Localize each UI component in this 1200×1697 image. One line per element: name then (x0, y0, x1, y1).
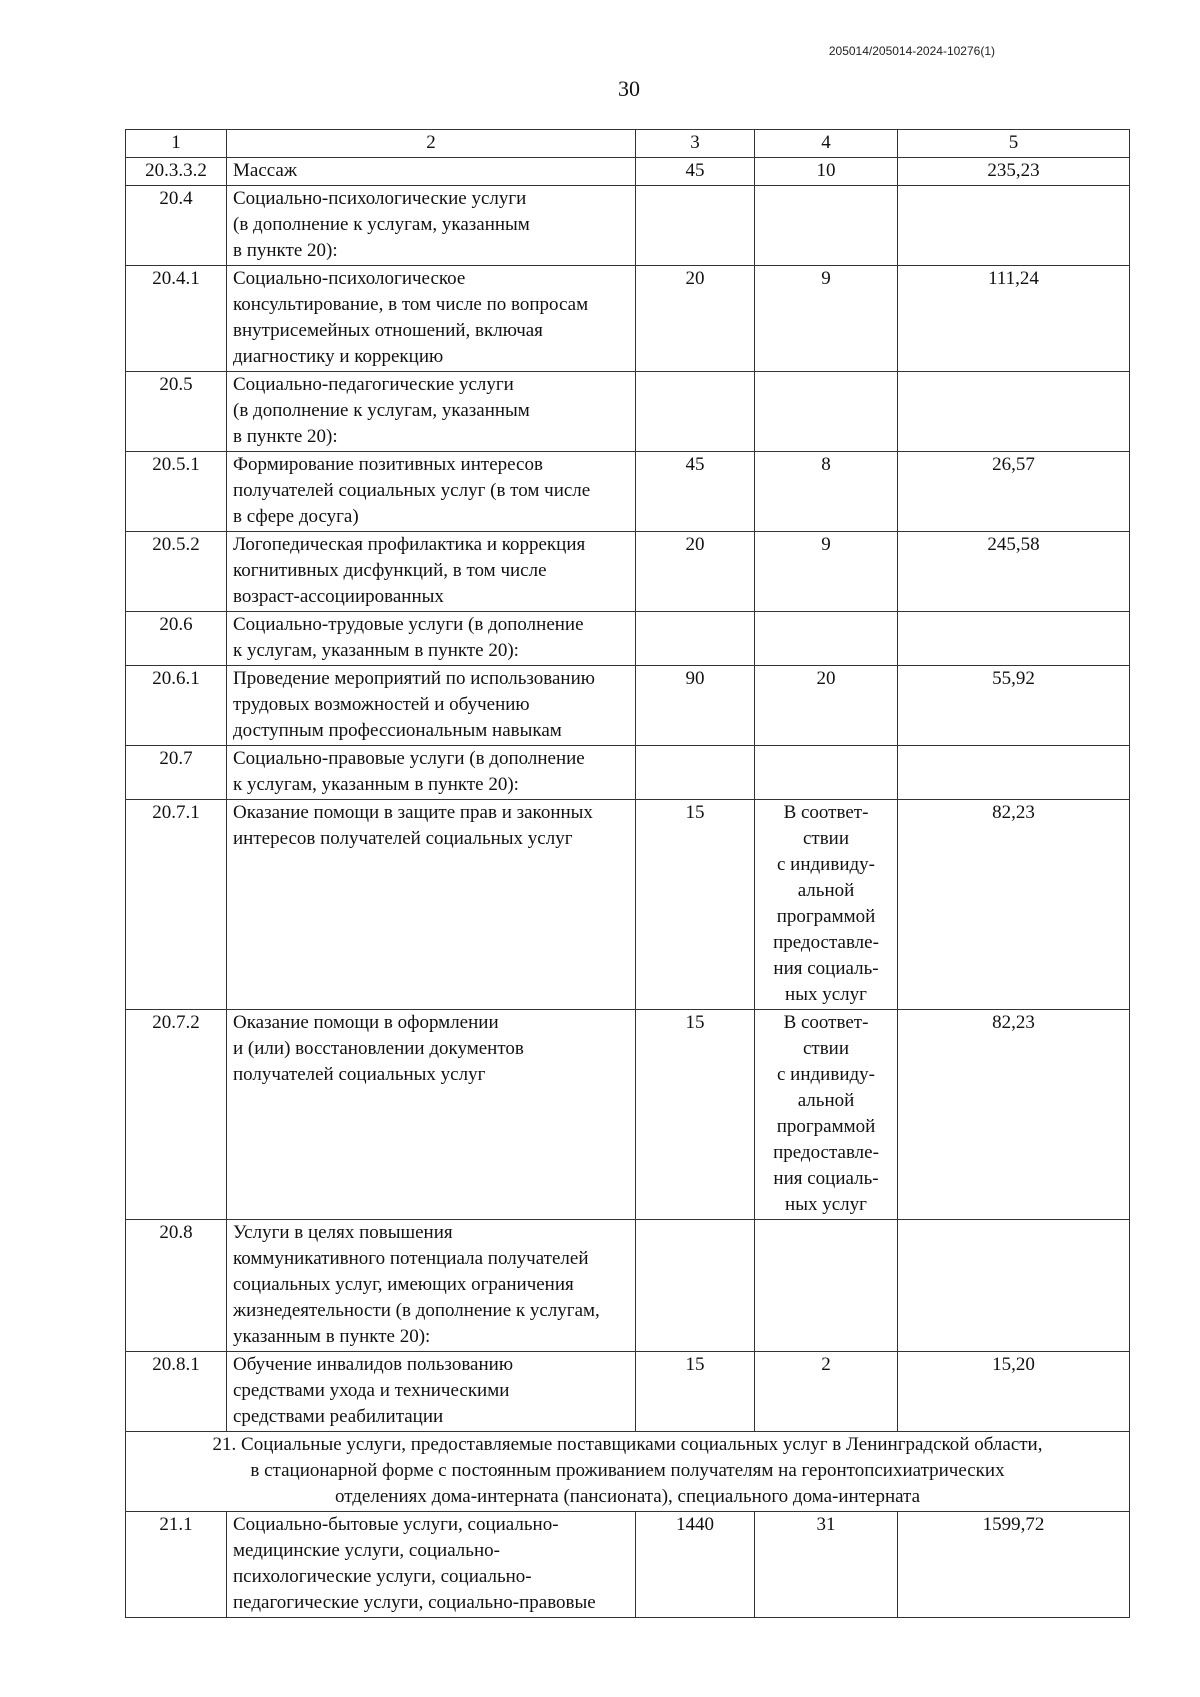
row-number: 20.8 (126, 1220, 227, 1352)
service-frequency: 10 (755, 158, 898, 186)
service-name: Оказание помощи в защите прав и законных интересов получателей социальных услуг (227, 800, 636, 1010)
service-name: Массаж (227, 158, 636, 186)
service-name: Социально-трудовые услуги (в дополнение к услугам, указанным в пункте 20): (227, 612, 636, 666)
table-row (126, 532, 1130, 612)
service-name: Логопедическая профилактика и коррекция когнитивных дисфункций, в том числе возраст-ассоциированных (227, 532, 636, 612)
services-table (125, 129, 1130, 1618)
row-number: 20.8.1 (126, 1352, 227, 1432)
service-name: Социально-правовые услуги (в дополнение к услугам, указанным в пункте 20): (227, 746, 636, 800)
service-volume: 1440 (636, 1512, 755, 1618)
service-volume: 90 (636, 666, 755, 746)
service-name: Обучение инвалидов пользованию средствами ухода и техническими средствами реабилитации (227, 1352, 636, 1432)
row-number: 20.5.1 (126, 452, 227, 532)
row-number: 20.4.1 (126, 266, 227, 372)
service-volume: 45 (636, 158, 755, 186)
row-number: 20.6 (126, 612, 227, 666)
service-name: Социально-педагогические услуги (в дополнение к услугам, указанным в пункте 20): (227, 372, 636, 452)
service-tariff: 15,20 (898, 1352, 1130, 1432)
service-frequency: В соответ- ствии с индивиду- альной программой предоставле- ния социаль- ных услуг (755, 800, 898, 1010)
section-row (126, 1432, 1130, 1512)
row-number: 20.6.1 (126, 666, 227, 746)
service-tariff: 55,92 (898, 666, 1130, 746)
column-header: 2 (227, 130, 636, 158)
service-frequency (755, 186, 898, 266)
service-frequency: 31 (755, 1512, 898, 1618)
service-frequency: 8 (755, 452, 898, 532)
service-frequency: 9 (755, 266, 898, 372)
column-header: 3 (636, 130, 755, 158)
table-row (126, 452, 1130, 532)
column-header: 4 (755, 130, 898, 158)
service-frequency: В соответ- ствии с индивиду- альной программой предоставле- ния социаль- ных услуг (755, 1010, 898, 1220)
service-volume (636, 1220, 755, 1352)
table-row (126, 1010, 1130, 1220)
service-frequency (755, 1220, 898, 1352)
page-number: 30 (618, 76, 640, 101)
section-title: 21. Социальные услуги, предоставляемые поставщиками социальных услуг в Ленинградской области, в стационарной форме с постоянным проживанием получателям на геронтопсихиатрических отделениях дома-интерната (пансионата), специального дома-интерната (126, 1432, 1130, 1512)
table-row (126, 372, 1130, 452)
table-row (126, 612, 1130, 666)
row-number: 20.7.1 (126, 800, 227, 1010)
service-name: Проведение мероприятий по использованию трудовых возможностей и обучению доступным профессиональным навыкам (227, 666, 636, 746)
service-tariff (898, 612, 1130, 666)
service-volume: 15 (636, 1010, 755, 1220)
row-number: 21.1 (126, 1512, 227, 1618)
service-tariff (898, 1220, 1130, 1352)
table-row (126, 1352, 1130, 1432)
table-row (126, 666, 1130, 746)
service-tariff (898, 186, 1130, 266)
service-frequency (755, 612, 898, 666)
service-tariff: 1599,72 (898, 1512, 1130, 1618)
column-header: 1 (126, 130, 227, 158)
column-header: 5 (898, 130, 1130, 158)
service-tariff: 82,23 (898, 1010, 1130, 1220)
service-volume (636, 746, 755, 800)
table-row (126, 266, 1130, 372)
service-name: Услуги в целях повышения коммуникативного потенциала получателей социальных услуг, имеющих ограничения жизнедеятельности (в дополнение к услугам, указанным в пункте 20): (227, 1220, 636, 1352)
service-volume: 45 (636, 452, 755, 532)
service-volume (636, 612, 755, 666)
service-frequency: 2 (755, 1352, 898, 1432)
table-row (126, 746, 1130, 800)
table-row (126, 158, 1130, 186)
service-tariff: 26,57 (898, 452, 1130, 532)
service-volume: 15 (636, 1352, 755, 1432)
service-volume: 20 (636, 532, 755, 612)
service-tariff (898, 372, 1130, 452)
table-row (126, 800, 1130, 1010)
service-volume: 20 (636, 266, 755, 372)
table-row (126, 1512, 1130, 1618)
service-tariff: 82,23 (898, 800, 1130, 1010)
service-tariff: 235,23 (898, 158, 1130, 186)
row-number: 20.4 (126, 186, 227, 266)
service-tariff: 245,58 (898, 532, 1130, 612)
service-frequency: 9 (755, 532, 898, 612)
row-number: 20.7 (126, 746, 227, 800)
table-row (126, 1220, 1130, 1352)
table-row (126, 186, 1130, 266)
document-id: 205014/205014-2024-10276(1) (828, 44, 995, 58)
service-volume (636, 372, 755, 452)
table-header-row (126, 130, 1130, 158)
service-tariff (898, 746, 1130, 800)
service-name: Оказание помощи в оформлении и (или) восстановлении документов получателей социальных услуг (227, 1010, 636, 1220)
service-name: Социально-психологическое консультирование, в том числе по вопросам внутрисемейных отношений, включая диагностику и коррекцию (227, 266, 636, 372)
service-volume (636, 186, 755, 266)
service-name: Формирование позитивных интересов получателей социальных услуг (в том числе в сфере досуга) (227, 452, 636, 532)
service-frequency (755, 746, 898, 800)
service-name: Социально-бытовые услуги, социально- медицинские услуги, социально- психологические услуги, социально- педагогические услуги, социально-правовые (227, 1512, 636, 1618)
row-number: 20.7.2 (126, 1010, 227, 1220)
service-frequency (755, 372, 898, 452)
row-number: 20.3.3.2 (126, 158, 227, 186)
service-name: Социально-психологические услуги (в дополнение к услугам, указанным в пункте 20): (227, 186, 636, 266)
row-number: 20.5 (126, 372, 227, 452)
service-volume: 15 (636, 800, 755, 1010)
service-frequency: 20 (755, 666, 898, 746)
row-number: 20.5.2 (126, 532, 227, 612)
service-tariff: 111,24 (898, 266, 1130, 372)
